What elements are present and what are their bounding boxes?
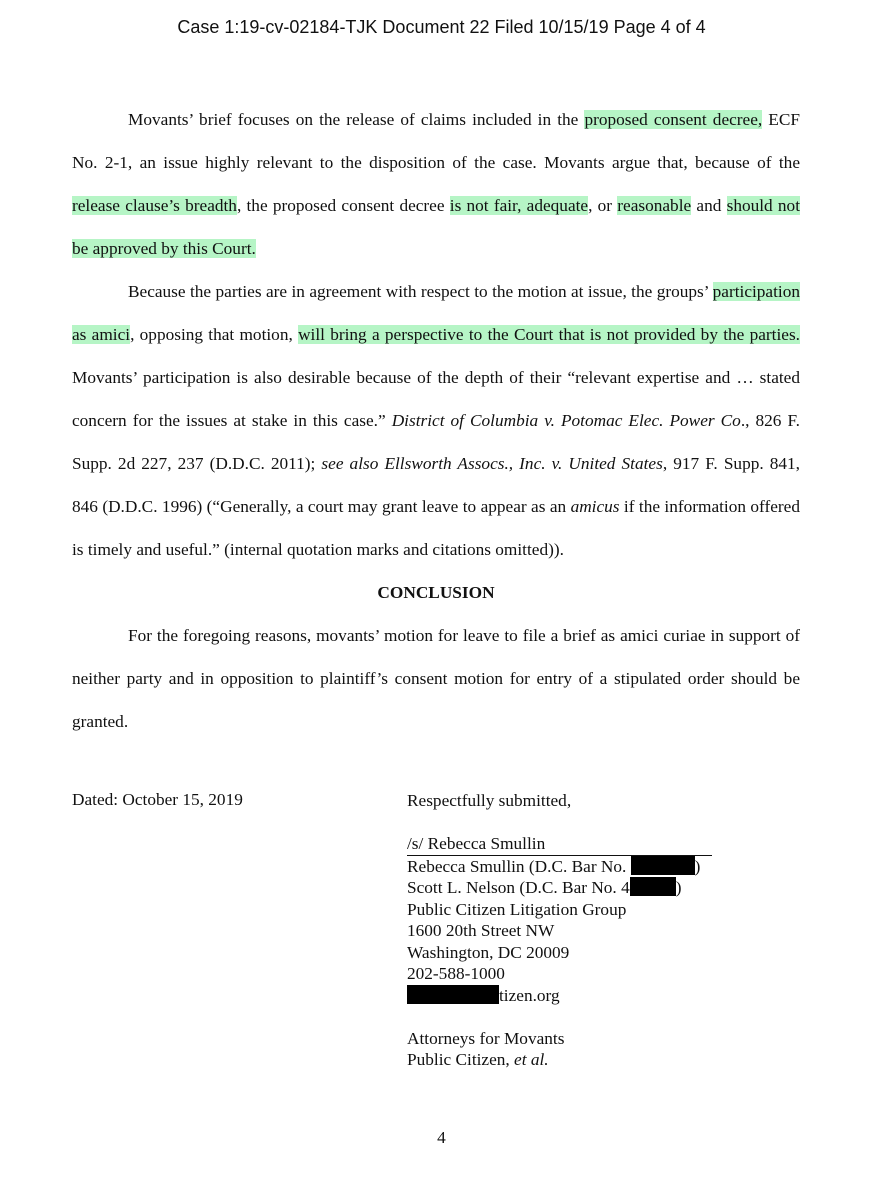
highlight-reasonable: reasonable [617, 196, 692, 215]
client-name [407, 1049, 807, 1071]
highlight-should-not-be-approved: should not be approved by this Court. [72, 196, 800, 258]
organization: Public Citizen Litigation Group [407, 899, 627, 919]
highlight-not-fair-adequate: is not fair, adequate [449, 196, 589, 215]
text-span: , or [588, 196, 618, 215]
conclusion-heading: CONCLUSION [377, 583, 495, 602]
et-al-italic: et al. [514, 1050, 549, 1069]
email-address [407, 985, 807, 1007]
citation-italic: District of Columbia v. Potomac Elec. Power Co [391, 411, 741, 430]
text-span: , the proposed consent decree [236, 196, 450, 215]
spacer [407, 1006, 807, 1028]
attorney-name-2 [407, 877, 807, 899]
attorneys-for-movants: Attorneys for Movants [407, 1028, 565, 1048]
highlight-release-clause-breadth: release clause’s breadth [72, 196, 237, 215]
page-number: 4 [437, 1128, 446, 1147]
text-span: Movants’ brief focuses on the release of claims included in the [128, 110, 585, 129]
city-address: Washington, DC 20009 [407, 942, 570, 962]
attorney-name-1 [407, 856, 807, 878]
spacer [407, 812, 807, 834]
citation-italic: see also Ellsworth Assocs., Inc. v. United States [321, 454, 663, 473]
document-body [72, 98, 800, 743]
text-span: ., 826 F. Supp. 2d 227, 237 (D.D.C. 2011); [72, 411, 800, 473]
signature-text: /s/ Rebecca Smullin [407, 833, 712, 856]
case-header: Case 1:19-cv-02184-TJK Document 22 Filed 10/15/19 Page 4 of 4 [177, 17, 706, 37]
text-span: , opposing that motion, [130, 325, 299, 344]
text-span: Scott L. Nelson (D.C. Bar No. 4 [407, 878, 630, 897]
highlight-perspective: will bring a perspective to the Court that is not provided by the parties. [298, 325, 801, 344]
redaction-box [630, 877, 676, 896]
text-span: ) [694, 856, 701, 876]
text-span: Public Citizen, [407, 1050, 515, 1069]
text-span: Because the parties are in agreement with respect to the motion at issue, the groups’ [128, 282, 713, 301]
phone-number: 202-588-1000 [407, 964, 505, 983]
text-span: tizen.org [499, 985, 560, 1005]
amicus-italic: amicus [570, 497, 620, 516]
text-span: ) [675, 878, 682, 897]
paragraph-release-claims [72, 98, 800, 270]
conclusion-paragraph: For the foregoing reasons, movants’ motion for leave to file a brief as amici curiae in support of neither party and in opposition to plaintiff’s consent motion for entry of a stipulated order should be granted. [72, 626, 800, 731]
text-span: , 917 F. Supp. 841, 846 (D.D.C. 1996) (“Generally, a court may grant leave to appear as an [72, 454, 800, 516]
attorney-signature [407, 790, 807, 1071]
text-span: Rebecca Smullin (D.C. Bar No. [407, 856, 631, 876]
highlight-participation-as-amici: participation as amici [72, 282, 800, 344]
signature-line [407, 833, 807, 856]
respectfully-submitted: Respectfully submitted, [407, 791, 572, 810]
paragraph-participation [72, 270, 800, 571]
street-address: 1600 20th Street NW [407, 921, 555, 940]
text-span: Movants’ participation is also desirable because of the depth of their “relevant expertise and … stated concern for the issues at stake in this case.” [72, 368, 800, 430]
redaction-box [407, 985, 499, 1004]
text-span: if the information offered is timely and useful.” (internal quotation marks and citations omitted)). [72, 497, 800, 559]
text-span: and [691, 196, 727, 215]
redaction-box [631, 856, 695, 875]
highlight-proposed-consent-decree: proposed consent decree, [584, 110, 763, 129]
dated-line: Dated: October 15, 2019 [72, 790, 243, 809]
text-span: ECF No. 2-1, an issue highly relevant to the disposition of the case. Movants argue that, because of the [72, 110, 800, 172]
